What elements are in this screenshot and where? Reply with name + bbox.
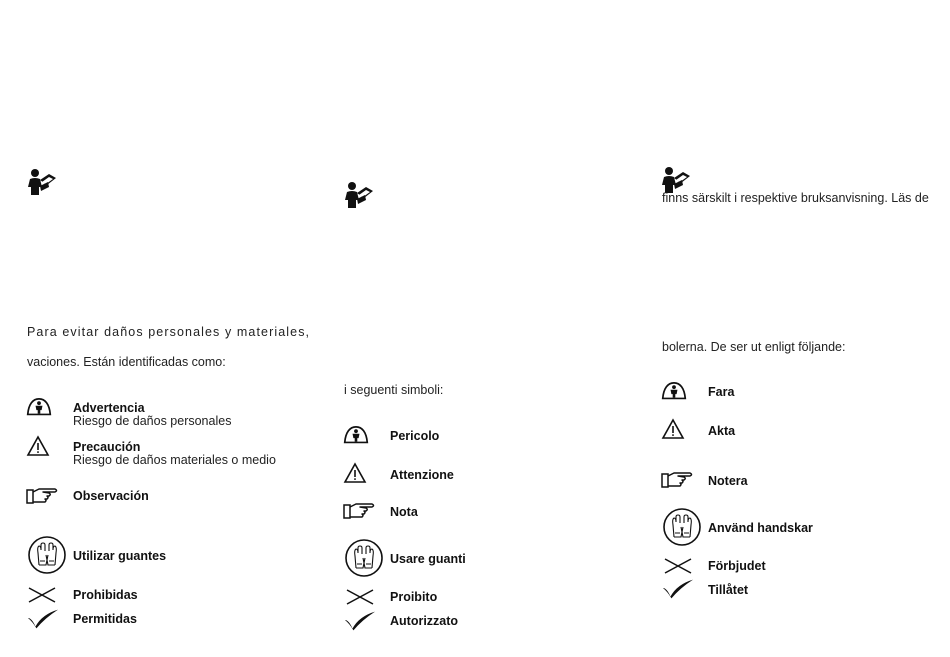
- checkmark-icon: [344, 610, 376, 632]
- intro-text-line1: Para evitar daños personales y materiales,: [27, 325, 311, 339]
- symbol-label: Förbjudet: [708, 559, 766, 573]
- symbol-label: Akta: [708, 424, 736, 438]
- danger-icon: [26, 397, 52, 418]
- symbol-label: Permitidas: [73, 612, 137, 626]
- symbol-label: Notera: [708, 474, 748, 488]
- warning-triangle-icon: [661, 418, 685, 440]
- symbol-label: Observación: [73, 489, 149, 503]
- top-text: finns särskilt i respektive bruksanvisning. Läs de: [662, 191, 929, 205]
- symbol-label: Usare guanti: [390, 552, 466, 566]
- checkmark-icon: [27, 608, 59, 630]
- intro-text-line1: i seguenti simboli:: [344, 383, 444, 397]
- danger-icon: [661, 381, 687, 402]
- symbol-label: Proibito: [390, 590, 438, 604]
- intro-text-line1: bolerna. De ser ut enligt följande:: [662, 340, 846, 354]
- pointing-hand-icon: [25, 485, 59, 507]
- danger-icon: [343, 425, 369, 446]
- cross-icon: [27, 586, 57, 604]
- symbol-label: Pericolo: [390, 429, 440, 443]
- pointing-hand-icon: [342, 500, 376, 522]
- gloves-icon: [662, 507, 702, 547]
- pointing-hand-icon: [660, 469, 694, 491]
- gloves-icon: [344, 538, 384, 578]
- reader-icon: [27, 167, 57, 197]
- warning-triangle-icon: [343, 462, 367, 484]
- symbol-label: Autorizzato: [390, 614, 459, 628]
- reader-icon: [344, 180, 374, 210]
- symbol-label: Attenzione: [390, 468, 454, 482]
- warning-triangle-icon: [26, 435, 50, 457]
- symbol-label: Prohibidas: [73, 588, 138, 602]
- symbol-label: Utilizar guantes: [73, 549, 167, 563]
- symbol-label: Precaución: [73, 440, 141, 454]
- symbol-label: Tillåtet: [708, 583, 749, 597]
- symbol-description: Riesgo de daños personales: [73, 414, 232, 428]
- cross-icon: [663, 557, 693, 575]
- symbol-label: Använd handskar: [708, 521, 813, 535]
- intro-text-line2: vaciones. Están identificadas como:: [27, 355, 226, 369]
- symbol-label: Advertencia: [73, 401, 145, 415]
- symbol-label: Nota: [390, 505, 418, 519]
- checkmark-icon: [662, 578, 694, 600]
- gloves-icon: [27, 535, 67, 575]
- cross-icon: [345, 588, 375, 606]
- symbol-description: Riesgo de daños materiales o medio: [73, 453, 276, 467]
- symbol-label: Fara: [708, 385, 735, 399]
